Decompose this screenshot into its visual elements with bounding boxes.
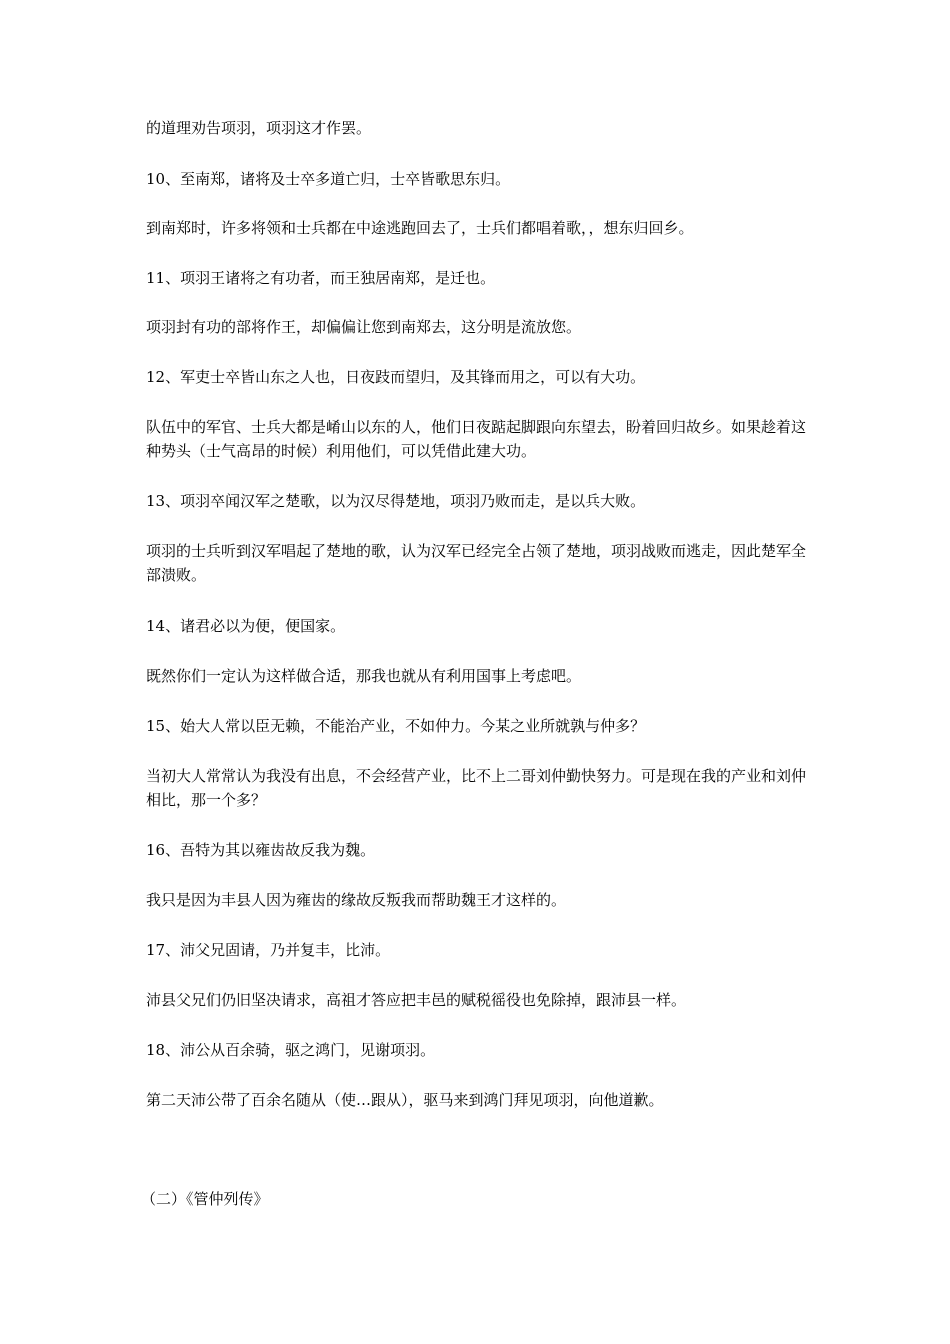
- section-heading: （二）《管仲列传》: [141, 1190, 269, 1208]
- paragraph-19: 第二天沛公带了百余名随从（使…跟从），驱马来到鸿门拜见项羽，向他道歉。: [146, 1091, 664, 1109]
- paragraph-14: 16、吾特为其以雍齿故反我为魏。: [146, 841, 376, 859]
- paragraph-11: 既然你们一定认为这样做合适，那我也就从有利用国事上考虑吧。: [146, 667, 582, 685]
- paragraph-5: 项羽封有功的部将作王，却偏偏让您到南郑去，这分明是流放您。: [146, 318, 582, 336]
- paragraph-7: 队伍中的军官、士兵大都是崤山以东的人，他们日夜踮起脚跟向东望去，盼着回归故乡。如果趁着这种势头（士气高昂的时候）利用他们，可以凭借此建大功。: [146, 418, 807, 460]
- paragraph-4: 11、项羽王诸将之有功者，而王独居南郑，是迁也。: [146, 269, 496, 287]
- paragraph-15: 我只是因为丰县人因为雍齿的缘故反叛我而帮助魏王才这样的。: [146, 891, 567, 909]
- paragraph-2: 10、至南郑，诸将及士卒多道亡归，士卒皆歌思东归。: [146, 170, 511, 188]
- paragraph-6: 12、军吏士卒皆山东之人也，日夜跂而望归，及其锋而用之，可以有大功。: [146, 368, 646, 386]
- paragraph-8: 13、项羽卒闻汉军之楚歌，以为汉尽得楚地，项羽乃败而走，是以兵大败。: [146, 492, 646, 510]
- paragraph-9: 项羽的士兵听到汉军唱起了楚地的歌，认为汉军已经完全占领了楚地，项羽战败而逃走，因此楚军全部溃败。: [146, 542, 807, 584]
- paragraph-18: 18、沛公从百余骑，驱之鸿门，见谢项羽。: [146, 1041, 436, 1059]
- paragraph-3: 到南郑时，许多将领和士兵都在中途逃跑回去了，士兵们都唱着歌，，想东归回乡。: [146, 219, 694, 237]
- paragraph-16: 17、沛父兄固请，乃并复丰，比沛。: [146, 941, 391, 959]
- paragraph-10: 14、诸君必以为便，便国家。: [146, 617, 346, 635]
- paragraph-17: 沛县父兄们仍旧坚决请求，高祖才答应把丰邑的赋税徭役也免除掉，跟沛县一样。: [146, 991, 687, 1009]
- paragraph-1: 的道理劝告项羽，项羽这才作罢。: [146, 119, 372, 137]
- paragraph-12: 15、始大人常以臣无赖，不能治产业，不如仲力。今某之业所就孰与仲多？: [146, 717, 646, 735]
- paragraph-13: 当初大人常常认为我没有出息，不会经营产业，比不上二哥刘仲勤快努力。可是现在我的产业和刘仲相比，那一个多？: [146, 767, 807, 809]
